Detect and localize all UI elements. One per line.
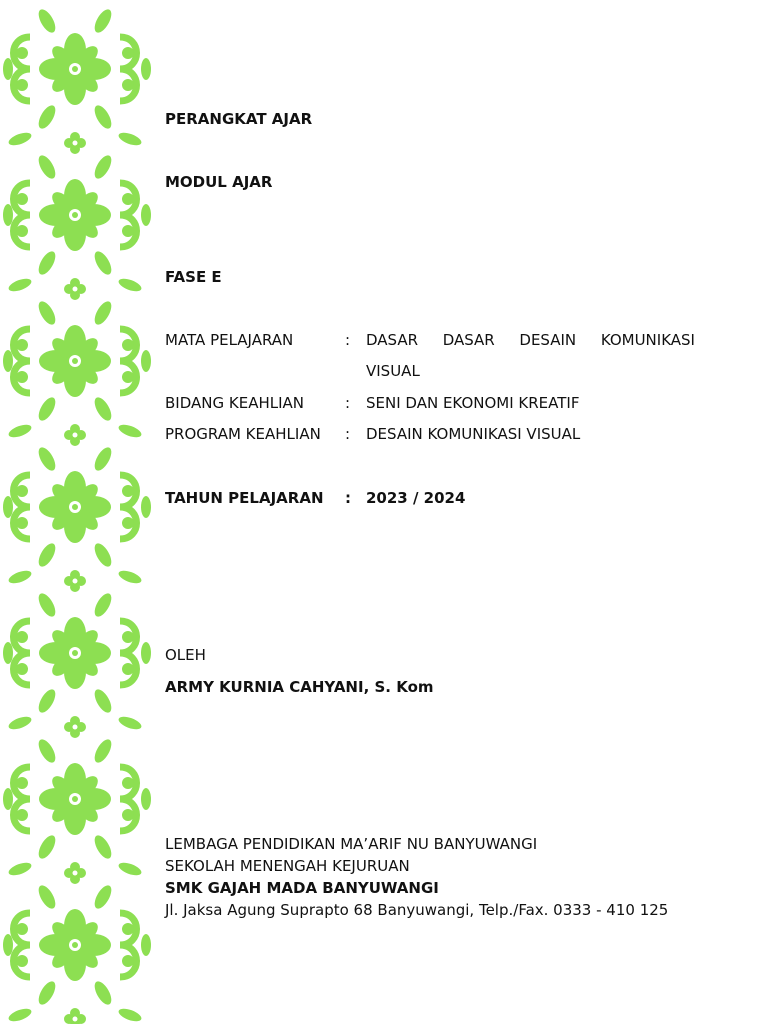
- year-label: TAHUN PELAJARAN: [165, 489, 324, 507]
- document-heading: PERANGKAT AJAR: [165, 110, 313, 128]
- field-value-subject: [366, 330, 695, 350]
- field-label-subject: MATA PELAJARAN: [165, 331, 294, 349]
- subject-word: DASAR: [366, 331, 419, 349]
- school-address: Jl. Jaksa Agung Suprapto 68 Banyuwangi, Telp./Fax. 0333 - 410 125: [165, 901, 669, 919]
- subject-word: KOMUNIKASI: [600, 331, 695, 349]
- author-name: ARMY KURNIA CAHYANI, S. Kom: [165, 678, 434, 696]
- field-separator: :: [345, 394, 351, 412]
- field-value-subject-line2: VISUAL: [366, 362, 420, 380]
- floral-ornament-icon: [0, 0, 152, 1024]
- year-separator: :: [345, 489, 351, 507]
- field-label-expertise: BIDANG KEAHLIAN: [165, 394, 304, 412]
- subject-word: DESAIN: [519, 331, 577, 349]
- phase-label: FASE E: [165, 268, 222, 286]
- school-name: SMK GAJAH MADA BANYUWANGI: [165, 879, 439, 897]
- year-value: 2023 / 2024: [366, 489, 466, 507]
- by-label: OLEH: [165, 646, 206, 664]
- field-separator: :: [345, 331, 351, 349]
- institution-line2: SEKOLAH MENENGAH KEJURUAN: [165, 857, 410, 875]
- subject-word: DASAR: [442, 331, 495, 349]
- floral-border: [0, 0, 152, 1024]
- institution-line1: LEMBAGA PENDIDIKAN MA’ARIF NU BANYUWANGI: [165, 835, 538, 853]
- document-subheading: MODUL AJAR: [165, 173, 273, 191]
- field-value-expertise: SENI DAN EKONOMI KREATIF: [366, 394, 580, 412]
- field-value-program: DESAIN KOMUNIKASI VISUAL: [366, 425, 581, 443]
- field-separator: :: [345, 425, 351, 443]
- field-label-program: PROGRAM KEAHLIAN: [165, 425, 321, 443]
